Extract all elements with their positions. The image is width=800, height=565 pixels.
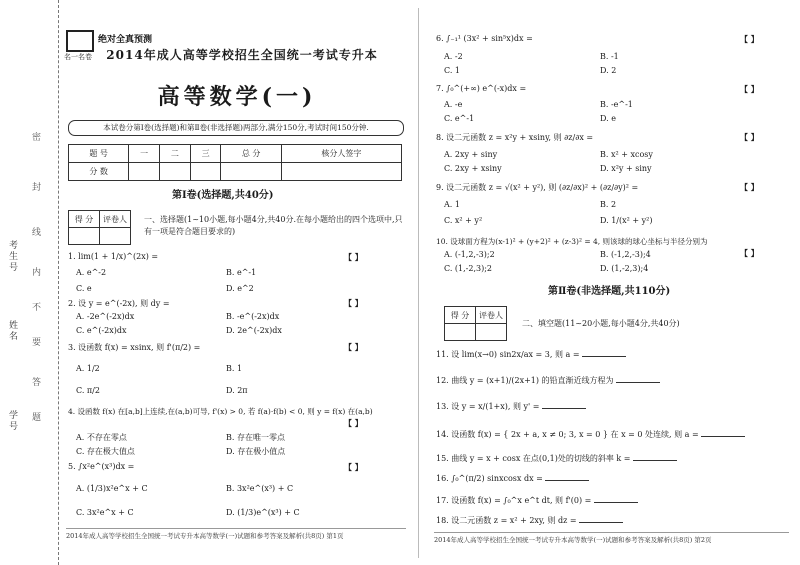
grader-cell[interactable] [476,324,507,341]
seal-char: 封 [32,183,42,193]
question-8: 8. 设二元函数 z = x²y + xsiny, 则 ∂z/∂x = [436,133,594,142]
score-cell[interactable] [190,163,221,181]
score-header: 核分人签字 [281,145,401,163]
option-c: C. x² + y² [444,216,483,225]
answer-bracket[interactable]: 【 】 [344,252,363,262]
margin-label-student-no: 学号 [7,410,17,432]
part1-instruction: 一、选择题(1~10小题,每小题4分,共40分.在每小题给出的四个选项中,只有一项是符合题目要求的) [144,215,403,236]
option-d: D. (1,-2,3);4 [600,264,649,273]
answer-blank[interactable] [542,400,586,409]
exam-title: 2014年成人高等学校招生全国统一考试专升本 [106,48,378,62]
answer-blank[interactable] [579,514,623,523]
seal-char: 题 [32,413,42,423]
seal-char: 答 [32,378,42,388]
option-a: A. (1/3)x²e^x + C [76,484,148,493]
option-d: D. 1/(x² + y²) [600,216,653,225]
fill-question-12 [436,374,660,386]
brand-label: 绝对全真预测 [98,35,153,45]
option-c: C. (1,-2,3);2 [444,264,493,273]
option-c: C. e^(-2x)dx [76,326,127,335]
answer-bracket[interactable]: 【 】 [344,298,363,308]
option-b: B. 3x²e^(x³) + C [226,484,294,493]
score-cell[interactable] [221,163,281,181]
answer-bracket[interactable]: 【 】 [344,418,363,428]
part1-grader-box [68,210,131,245]
fill-question-15 [436,452,677,464]
option-d: D. 2e^(-2x)dx [226,326,282,335]
answer-blank[interactable] [545,472,589,481]
fill-question-text: 11. 设 lim(x→0) sin2x/ax = 3, 则 a = [436,350,580,359]
seal-char: 要 [32,338,42,348]
option-b: B. e^-1 [226,268,257,277]
option-a: A. -2e^(-2x)dx [76,312,135,321]
grader-cell[interactable] [445,324,476,341]
answer-bracket[interactable]: 【 】 [344,342,363,352]
seal-char: 不 [32,303,42,313]
seal-char: 密 [32,133,42,143]
answer-bracket[interactable]: 【 】 [740,182,759,192]
option-c: C. 1 [444,66,461,75]
fill-question-17 [436,494,638,506]
answer-bracket[interactable]: 【 】 [740,84,759,94]
footer-left: 2014年成人高等学校招生全国统一考试专升本高等数学(一)试题和参考答案及解析(共8页) 第1页 [66,528,406,540]
option-a: A. -e [444,100,463,109]
answer-blank[interactable] [594,494,638,503]
answer-bracket[interactable]: 【 】 [740,248,759,258]
question-5: 5. ∫x²e^(x³)dx = [68,462,135,471]
option-a: A. (-1,2,-3);2 [444,250,495,259]
question-3: 3. 设函数 f(x) = xsinx, 则 f'(π/2) = [68,343,201,352]
question-6: 6. ∫₋₁¹ (3x² + sin⁵x)dx = [436,34,533,43]
option-a: A. e^-2 [76,268,107,277]
option-a: A. -2 [444,52,463,61]
fill-question-text: 15. 曲线 y = x + cosx 在点(0,1)处的切线的斜率 k = [436,454,631,463]
option-b: B. 存在唯一零点 [226,433,285,442]
answer-blank[interactable] [701,428,745,437]
fill-question-18 [436,514,623,526]
option-c: C. 存在极大值点 [76,447,135,456]
seal-char: 线 [32,228,42,238]
part2-instruction: 二、填空题(11~20小题,每小题4分,共40分) [522,319,680,328]
option-a: A. 1/2 [76,364,100,373]
answer-bracket[interactable]: 【 】 [344,462,363,472]
binding-margin [0,0,59,565]
answer-blank[interactable] [582,348,626,357]
answer-blank[interactable] [616,374,660,383]
right-page [430,0,795,565]
option-c: C. 2xy + xsiny [444,164,502,173]
fill-question-text: 12. 曲线 y = (x+1)/(2x+1) 的铅直渐近线方程为 [436,376,614,385]
fill-question-text: 17. 设函数 f(x) = ∫₀^x e^t dt, 则 f'(0) = [436,496,592,505]
part2-title: 第Ⅱ卷(非选择题,共110分) [548,286,671,297]
part1-title: 第Ⅰ卷(选择题,共40分) [172,190,274,201]
fill-question-text: 13. 设 y = x/(1+x), 则 y' = [436,402,540,411]
question-9: 9. 设二元函数 z = √(x² + y²), 则 (∂z/∂x)² + (∂z/∂y)² = [436,183,639,192]
margin-label-exam-id: 考生号 [7,240,17,273]
option-b: B. 1 [226,364,243,373]
option-b: B. (-1,2,-3);4 [600,250,651,259]
option-a: A. 不存在零点 [76,433,127,442]
fill-question-14 [436,428,745,440]
score-header: 总 分 [221,145,281,163]
subject-title: 高等数学(一) [157,84,317,110]
score-header: 二 [159,145,190,163]
option-a: A. 1 [444,200,460,209]
question-10: 10. 设球面方程为(x-1)² + (y+2)² + (z-3)² = 4, 则该球的球心坐标与半径分别为 [436,237,708,246]
fill-question-11 [436,348,626,360]
score-cell[interactable] [281,163,401,181]
score-header: 一 [129,145,160,163]
answer-blank[interactable] [633,452,677,461]
option-d: D. (1/3)e^(x³) + C [226,508,300,517]
seal-char: 内 [32,268,42,278]
grader-label: 得 分 [445,307,476,324]
score-cell[interactable] [129,163,160,181]
option-b: B. -e^(-2x)dx [226,312,280,321]
option-b: B. x² + xcosy [600,150,653,159]
grader-label: 评卷人 [476,307,507,324]
fill-question-text: 16. ∫₀^(π/2) sinxcosx dx = [436,474,543,483]
grader-label: 得 分 [69,211,100,228]
option-d: D. 存在极小值点 [226,447,286,456]
fill-question-13 [436,400,586,412]
exam-notice: 本试卷分第Ⅰ卷(选择题)和第Ⅱ卷(非选择题)两部分,满分150分,考试时间150分钟. [68,120,404,136]
grader-cell[interactable] [69,228,100,245]
option-d: D. e^2 [226,284,254,293]
option-b: B. -1 [600,52,619,61]
option-c: C. π/2 [76,386,100,395]
question-4: 4. 设函数 f(x) 在[a,b]上连续,在(a,b)可导, f'(x) > 0, 若 f(a)·f(b) < 0, 则 y = f(x) 在(a,b) [68,407,373,416]
logo-tag: 名一名卷 [64,53,92,61]
option-a: A. 2xy + siny [444,150,498,159]
answer-bracket[interactable]: 【 】 [740,132,759,142]
score-row-label: 分 数 [69,163,129,181]
part2-grader-box [444,306,507,341]
option-c: C. e^-1 [444,114,475,123]
option-b: B. -e^-1 [600,100,633,109]
page-divider [418,8,419,558]
answer-bracket[interactable]: 【 】 [740,34,759,44]
option-c: C. e [76,284,92,293]
fill-question-16 [436,472,589,483]
option-d: D. x²y + siny [600,164,652,173]
grader-label: 评卷人 [100,211,131,228]
grader-cell[interactable] [100,228,131,245]
question-1: 1. lim(1 + 1/x)^(2x) = [68,252,159,261]
left-page [62,0,412,565]
option-c: C. 3x²e^x + C [76,508,134,517]
question-7: 7. ∫₀^(+∞) e^(-x)dx = [436,84,527,93]
score-header: 题 号 [69,145,129,163]
margin-label-name: 姓名 [7,320,17,342]
footer-right: 2014年成人高等学校招生全国统一考试专升本高等数学(一)试题和参考答案及解析(共8页) 第2页 [434,532,789,544]
option-d: D. 2π [226,386,248,395]
score-header: 三 [190,145,221,163]
score-table [68,144,402,181]
fill-question-text: 14. 设函数 f(x) = { 2x + a, x ≠ 0; 3, x = 0 } 在 x = 0 处连续, 则 a = [436,430,699,439]
score-cell[interactable] [159,163,190,181]
option-d: D. 2 [600,66,617,75]
question-2: 2. 设 y = e^(-2x), 则 dy = [68,299,170,308]
option-d: D. e [600,114,616,123]
option-b: B. 2 [600,200,617,209]
fill-question-text: 18. 设二元函数 z = x² + 2xy, 则 dz = [436,516,577,525]
